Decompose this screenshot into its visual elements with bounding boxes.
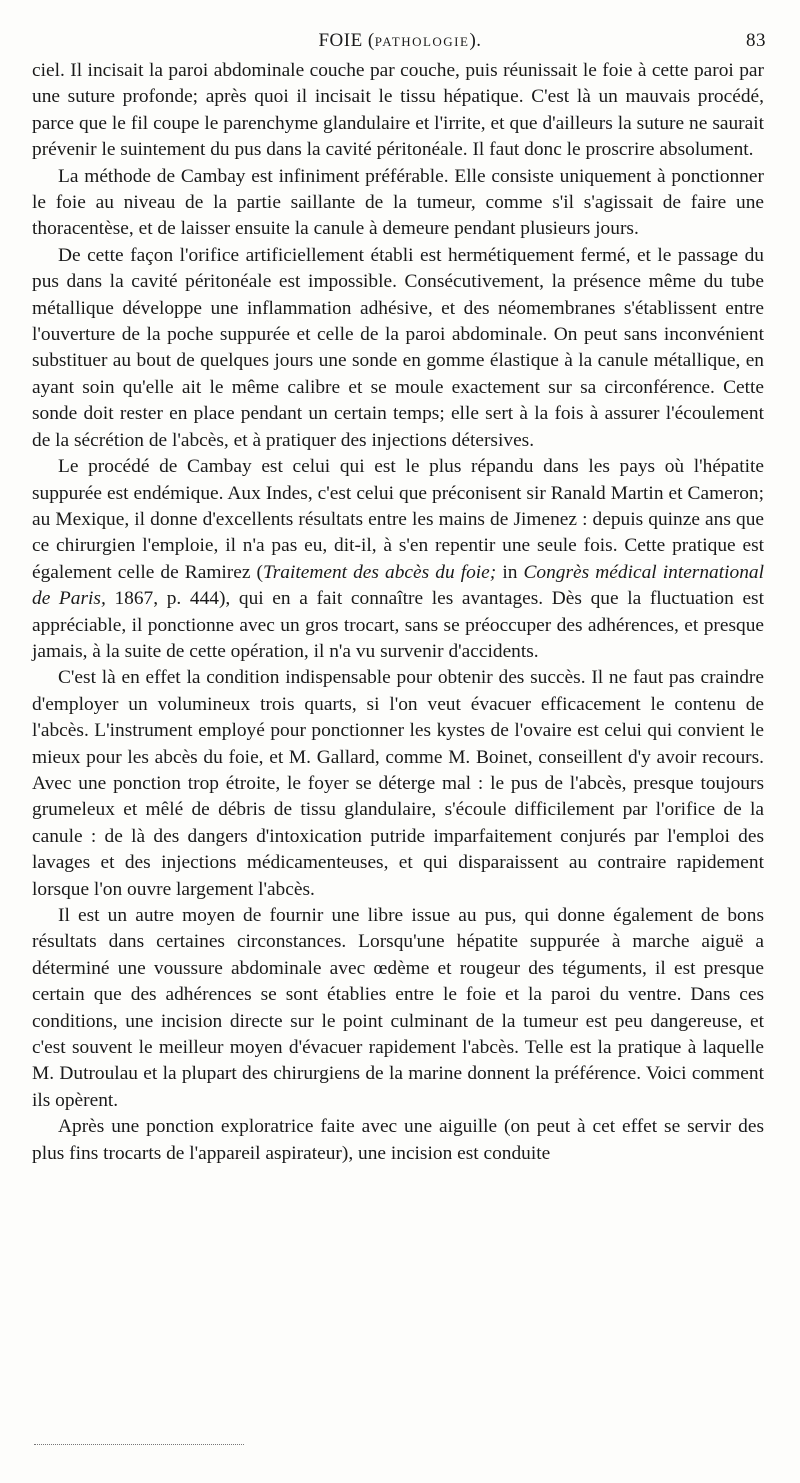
paragraph-text: C'est là en effet la condition indispensable pour obtenir des succès. Il ne faut pas craindre d'employer un volumineux trois quarts, si l'on veut évacuer efficacement le contenu de l'abcès. L'instrument employé pour ponctionner les kystes de l'ovaire est celui qui convient le mieux pour les abcès du foie, et M. Gallard, comme M. Boinet, conseillent d'y avoir recours. Avec une ponction trop étroite, le foyer se déterge mal : le pus de l'abcès, presque toujours grumeleux et mêlé de débris de tissu glandulaire, s'écoule difficilement par l'orifice de la canule : de là des dangers d'intoxication putride imparfaitement conjurés par l'emploi des lavages et des injections médicamenteuses, et qui disparaissent au contraire rapidement lorsque l'on ouvre largement l'abcès. [32,667,764,900]
paragraph [32,1114,764,1167]
paragraph [32,665,764,903]
paragraph-text: ciel. Il incisait la paroi abdominale couche par couche, puis réunissait le foie à cette paroi par une suture profonde; après quoi il incisait le tissu hépatique. C'est là un mauvais procédé, parce que le fil coupe le parenchyme glandulaire et l'irrite, et que d'ailleurs la suture ne saurait prévenir le suintement du pus dans la cavité péritonéale. Il faut donc le proscrire absolument. [32,60,764,161]
paragraph-text: in [496,561,524,583]
running-title-smallcaps: PATHOLOGIE [374,34,470,49]
running-title-main: FOIE ( [318,30,375,51]
running-title [32,30,768,52]
paragraph [32,243,764,454]
paragraph-text: Après une ponction exploratrice faite avec une aiguille (on peut à cet effet se servir des plus fins trocarts de l'appareil aspirateur), une incision est conduite [32,1116,764,1164]
body-text [32,58,764,1167]
paragraph [32,58,764,164]
paragraph-text: Il est un autre moyen de fournir une libre issue au pus, qui donne également de bons résultats dans certaines circonstances. Lorsqu'une hépatite suppurée à marche aiguë a déterminé une voussure abdominale avec œdème et rougeur des téguments, il est presque certain que des adhérences se sont établies entre le foie et la paroi du ventre. Dans ces conditions, une incision directe sur le point culminant de la tumeur est peu dangereuse, et c'est souvent le meilleur moyen d'évacuer rapidement l'abcès. Telle est la pratique à laquelle M. Dutroulau et la plupart des chirurgiens de la marine donnent la préférence. Voici comment ils opèrent. [32,905,764,1111]
page-number: 83 [746,30,766,51]
paragraph-text: Le procédé de Cambay est celui qui est le plus répandu dans les pays où l'hépatite suppurée est endémique. Aux Indes, c'est celui que préconisent sir Ranald Martin et Cameron; au Mexique, il donne d'excellents résultats entre les mains de Jimenez : depuis quinze ans que ce chirurgien l'emploie, il n'a pas eu, dit-il, à s'en repentir une seule fois. Cette pratique est également celle de Ramirez ( [32,456,764,583]
paragraph-text: De cette façon l'orifice artificiellement établi est hermétiquement fermé, et le passage du pus dans la cavité péritonéale est impossible. Consécutivement, la présence même du tube métallique développe une inflammation adhésive, et des néomembranes s'établissent entre l'ouverture de la poche suppurée et celle de la paroi abdominale. On peut sans inconvénient substituer au bout de quelques jours une sonde en gomme élastique à la canule métallique, en ayant soin qu'elle ait le même calibre et se moule exactement sur sa circonférence. Cette sonde doit rester en place pendant un certain temps; elle sert à la fois à assurer l'écoulement de la sécrétion de l'abcès, et à pratiquer des injections détersives. [32,244,764,451]
citation-italic: Congrès médical international de Paris, [32,561,764,610]
paragraph [32,903,764,1114]
paragraph [32,454,764,665]
footer-rule [34,1444,244,1445]
paragraph [32,164,764,243]
paragraph-text: La méthode de Cambay est infiniment préférable. Elle consiste uniquement à ponctionner le foie au niveau de la partie saillante de la tumeur, comme s'il s'agissait de faire une thoracentèse, et de laisser ensuite la canule à demeure pendant plusieurs jours. [32,165,764,240]
citation-italic: Traitement des abcès du foie; [263,561,497,583]
running-title-end: ). [469,30,482,51]
running-head [32,30,768,56]
paragraph-text: 1867, p. 444), qui en a fait connaître les avantages. Dès que la fluctuation est appréciable, il ponctionne avec un gros trocart, sans se préoccuper des adhérences, et presque jamais, à la suite de cette opération, il n'a vu survenir d'accidents. [32,588,764,662]
